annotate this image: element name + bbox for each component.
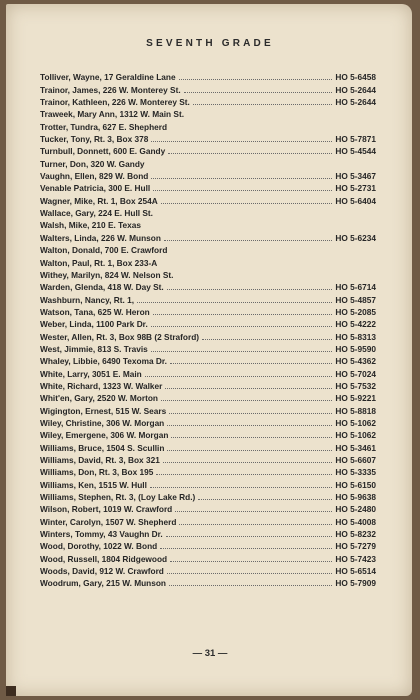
entry-name-address: Williams, David, Rt. 3, Box 321 bbox=[40, 455, 160, 465]
entry-name-address: Warden, Glenda, 418 W. Day St. bbox=[40, 282, 164, 293]
entry-name-address: Trainor, James, 226 W. Monterey St. bbox=[40, 84, 181, 95]
entry-name-address: Wilson, Robert, 1019 W. Crawford bbox=[40, 504, 173, 515]
dot-leader bbox=[184, 91, 333, 93]
entry-phone: HO 5-2644 bbox=[335, 84, 376, 95]
directory-entry bbox=[40, 193, 376, 205]
dot-leader bbox=[179, 523, 332, 525]
entry-phone: HO 5-7279 bbox=[335, 541, 376, 552]
dot-leader bbox=[165, 387, 332, 389]
entry-phone: HO 5-6514 bbox=[335, 566, 376, 577]
dot-leader bbox=[175, 510, 332, 512]
entry-name-address: Winters, Tommy, 43 Vaughn Dr. bbox=[40, 529, 163, 540]
dot-leader bbox=[151, 325, 333, 327]
entry-name-address: Wood, Russell, 1804 Ridgewood bbox=[40, 553, 168, 564]
dot-leader bbox=[171, 436, 332, 438]
entry-phone: HO 5-7024 bbox=[335, 368, 376, 379]
dot-leader bbox=[169, 584, 332, 586]
entry-name-address: Williams, Bruce, 1504 S. Scullin bbox=[40, 442, 165, 453]
entry-phone: HO 5-3335 bbox=[335, 467, 376, 478]
entry-phone: HO 5-9638 bbox=[335, 492, 376, 503]
entry-phone: HO 5-2644 bbox=[335, 97, 376, 108]
directory-entry bbox=[40, 206, 376, 218]
entry-name-address: Walton, Paul, Rt. 1, Box 233-A bbox=[40, 257, 158, 268]
directory-entry bbox=[40, 156, 376, 168]
dot-leader bbox=[150, 486, 333, 488]
directory-entry bbox=[40, 514, 376, 526]
dot-leader bbox=[151, 177, 332, 179]
entry-name-address: Watson, Tana, 625 W. Heron bbox=[40, 306, 150, 317]
entry-phone: HO 5-6404 bbox=[335, 195, 376, 206]
dot-leader bbox=[202, 338, 332, 340]
dot-leader bbox=[151, 350, 333, 352]
entry-phone: HO 5-6150 bbox=[335, 479, 376, 490]
directory-entry bbox=[40, 342, 376, 354]
entry-phone: HO 5-6714 bbox=[335, 282, 376, 293]
directory-entry bbox=[40, 181, 376, 193]
entry-phone: HO 5-4544 bbox=[335, 146, 376, 157]
entry-phone: HO 5-2480 bbox=[335, 504, 376, 515]
directory-entry bbox=[40, 280, 376, 292]
directory-entry bbox=[40, 440, 376, 452]
entry-name-address: Trotter, Tundra, 627 E. Shepherd bbox=[40, 121, 168, 132]
directory-entry bbox=[40, 305, 376, 317]
entry-phone: HO 5-2085 bbox=[335, 306, 376, 317]
entry-phone: HO 5-7871 bbox=[335, 134, 376, 145]
dot-leader bbox=[167, 449, 332, 451]
directory-entry bbox=[40, 218, 376, 230]
directory-entry bbox=[40, 119, 376, 131]
dot-leader bbox=[193, 103, 333, 105]
directory-entry bbox=[40, 169, 376, 181]
directory-entry bbox=[40, 70, 376, 82]
grade-heading: SEVENTH GRADE bbox=[146, 38, 274, 49]
dot-leader bbox=[151, 140, 332, 142]
directory-entry bbox=[40, 403, 376, 415]
entry-phone: HO 5-9590 bbox=[335, 343, 376, 354]
dot-leader bbox=[167, 424, 332, 426]
entry-name-address: Tolliver, Wayne, 17 Geraldine Lane bbox=[40, 72, 176, 83]
directory-entry bbox=[40, 576, 376, 588]
directory-entry bbox=[40, 551, 376, 563]
entry-phone: HO 5-6234 bbox=[335, 232, 376, 243]
entry-name-address: Wood, Dorothy, 1022 W. Bond bbox=[40, 541, 158, 552]
entry-name-address: Whit'en, Gary, 2520 W. Morton bbox=[40, 393, 158, 404]
entry-name-address: Whaley, Libbie, 6490 Texoma Dr. bbox=[40, 356, 167, 367]
directory-entry bbox=[40, 527, 376, 539]
entry-name-address: Walters, Linda, 226 W. Munson bbox=[40, 232, 161, 243]
directory-entry bbox=[40, 132, 376, 144]
directory-entry bbox=[40, 366, 376, 378]
dot-leader bbox=[163, 461, 333, 463]
entry-phone: HO 5-4857 bbox=[335, 294, 376, 305]
entry-phone: HO 5-9221 bbox=[335, 393, 376, 404]
directory-entry bbox=[40, 477, 376, 489]
entry-name-address: Tucker, Tony, Rt. 3, Box 378 bbox=[40, 134, 149, 145]
entry-name-address: Woods, David, 912 W. Crawford bbox=[40, 566, 164, 577]
entry-name-address: White, Larry, 3051 E. Main bbox=[40, 368, 142, 379]
entry-name-address: Washburn, Nancy, Rt. 1, bbox=[40, 294, 135, 305]
entry-name-address: Turnbull, Donnett, 600 E. Gandy bbox=[40, 146, 166, 157]
directory-entry bbox=[40, 255, 376, 267]
entry-phone: HO 5-2731 bbox=[335, 183, 376, 194]
entry-name-address: Vaughn, Ellen, 829 W. Bond bbox=[40, 171, 149, 182]
dot-leader bbox=[169, 412, 332, 414]
entry-phone: HO 5-4362 bbox=[335, 356, 376, 367]
entry-name-address: Wiley, Emergene, 306 W. Morgan bbox=[40, 430, 169, 441]
directory-entry bbox=[40, 95, 376, 107]
student-directory-list bbox=[40, 70, 376, 588]
entry-name-address: Weber, Linda, 1100 Park Dr. bbox=[40, 319, 148, 330]
dot-leader bbox=[166, 535, 333, 537]
directory-entry bbox=[40, 453, 376, 465]
directory-entry bbox=[40, 490, 376, 502]
dot-leader bbox=[164, 239, 332, 241]
directory-entry bbox=[40, 379, 376, 391]
entry-phone: HO 5-7909 bbox=[335, 578, 376, 589]
directory-entry bbox=[40, 465, 376, 477]
directory-entry bbox=[40, 502, 376, 514]
directory-entry bbox=[40, 564, 376, 576]
entry-name-address: Wester, Allen, Rt. 3, Box 98B (2 Straford) bbox=[40, 331, 200, 342]
directory-entry bbox=[40, 416, 376, 428]
dot-leader bbox=[168, 152, 332, 154]
dot-leader bbox=[153, 189, 332, 191]
entry-phone: HO 5-3467 bbox=[335, 171, 376, 182]
entry-phone: HO 5-8232 bbox=[335, 529, 376, 540]
entry-name-address: Williams, Ken, 1515 W. Hull bbox=[40, 479, 147, 490]
page-number: — 31 — bbox=[192, 648, 228, 659]
dot-leader bbox=[145, 375, 333, 377]
entry-name-address: Williams, Stephen, Rt. 3, (Loy Lake Rd.) bbox=[40, 492, 196, 503]
dot-leader bbox=[198, 498, 332, 500]
directory-entry bbox=[40, 230, 376, 242]
entry-name-address: Wallace, Gary, 224 E. Hull St. bbox=[40, 208, 153, 219]
entry-name-address: Wiley, Christine, 306 W. Morgan bbox=[40, 417, 165, 428]
directory-entry bbox=[40, 243, 376, 255]
directory-entry bbox=[40, 292, 376, 304]
entry-name-address: Traweek, Mary Ann, 1312 W. Main St. bbox=[40, 109, 185, 120]
dot-leader bbox=[160, 547, 332, 549]
entry-phone: HO 5-8313 bbox=[335, 331, 376, 342]
entry-name-address: Venable Patricia, 300 E. Hull bbox=[40, 183, 151, 194]
entry-name-address: White, Richard, 1323 W. Walker bbox=[40, 380, 163, 391]
dot-leader bbox=[167, 288, 333, 290]
directory-entry bbox=[40, 391, 376, 403]
directory-entry bbox=[40, 144, 376, 156]
dot-leader bbox=[170, 560, 332, 562]
dot-leader bbox=[156, 473, 332, 475]
entry-name-address: Woodrum, Gary, 215 W. Munson bbox=[40, 578, 167, 589]
entry-phone: HO 5-6458 bbox=[335, 72, 376, 83]
entry-phone: HO 5-4008 bbox=[335, 516, 376, 527]
entry-name-address: West, Jimmie, 813 S. Travis bbox=[40, 343, 148, 354]
directory-entry bbox=[40, 268, 376, 280]
dot-leader bbox=[153, 313, 333, 315]
entry-phone: HO 5-4222 bbox=[335, 319, 376, 330]
page-corner-shadow bbox=[6, 686, 16, 696]
entry-name-address: Turner, Don, 320 W. Gandy bbox=[40, 158, 145, 169]
dot-leader bbox=[170, 362, 332, 364]
directory-entry bbox=[40, 539, 376, 551]
dot-leader bbox=[179, 78, 333, 80]
directory-entry bbox=[40, 317, 376, 329]
entry-name-address: Winter, Carolyn, 1507 W. Shepherd bbox=[40, 516, 177, 527]
entry-name-address: Withey, Marilyn, 824 W. Nelson St. bbox=[40, 269, 174, 280]
dot-leader bbox=[137, 301, 332, 303]
directory-entry bbox=[40, 107, 376, 119]
directory-entry bbox=[40, 329, 376, 341]
directory-entry bbox=[40, 354, 376, 366]
entry-phone: HO 5-3461 bbox=[335, 442, 376, 453]
directory-entry bbox=[40, 428, 376, 440]
entry-phone: HO 5-6607 bbox=[335, 455, 376, 465]
entry-name-address: Walsh, Mike, 210 E. Texas bbox=[40, 220, 141, 231]
entry-phone: HO 5-7423 bbox=[335, 553, 376, 564]
entry-phone: HO 5-7532 bbox=[335, 380, 376, 391]
entry-name-address: Williams, Don, Rt. 3, Box 195 bbox=[40, 467, 154, 478]
dot-leader bbox=[161, 202, 333, 204]
entry-name-address: Walton, Donald, 700 E. Crawford bbox=[40, 245, 168, 256]
entry-name-address: Wigington, Ernest, 515 W. Sears bbox=[40, 405, 167, 416]
entry-phone: HO 5-1062 bbox=[335, 430, 376, 441]
entry-name-address: Trainor, Kathleen, 226 W. Monterey St. bbox=[40, 97, 190, 108]
directory-entry bbox=[40, 82, 376, 94]
entry-name-address: Wagner, Mike, Rt. 1, Box 254A bbox=[40, 195, 158, 206]
entry-phone: HO 5-1062 bbox=[335, 417, 376, 428]
entry-phone: HO 5-8818 bbox=[335, 405, 376, 416]
dot-leader bbox=[161, 399, 332, 401]
dot-leader bbox=[167, 572, 333, 574]
